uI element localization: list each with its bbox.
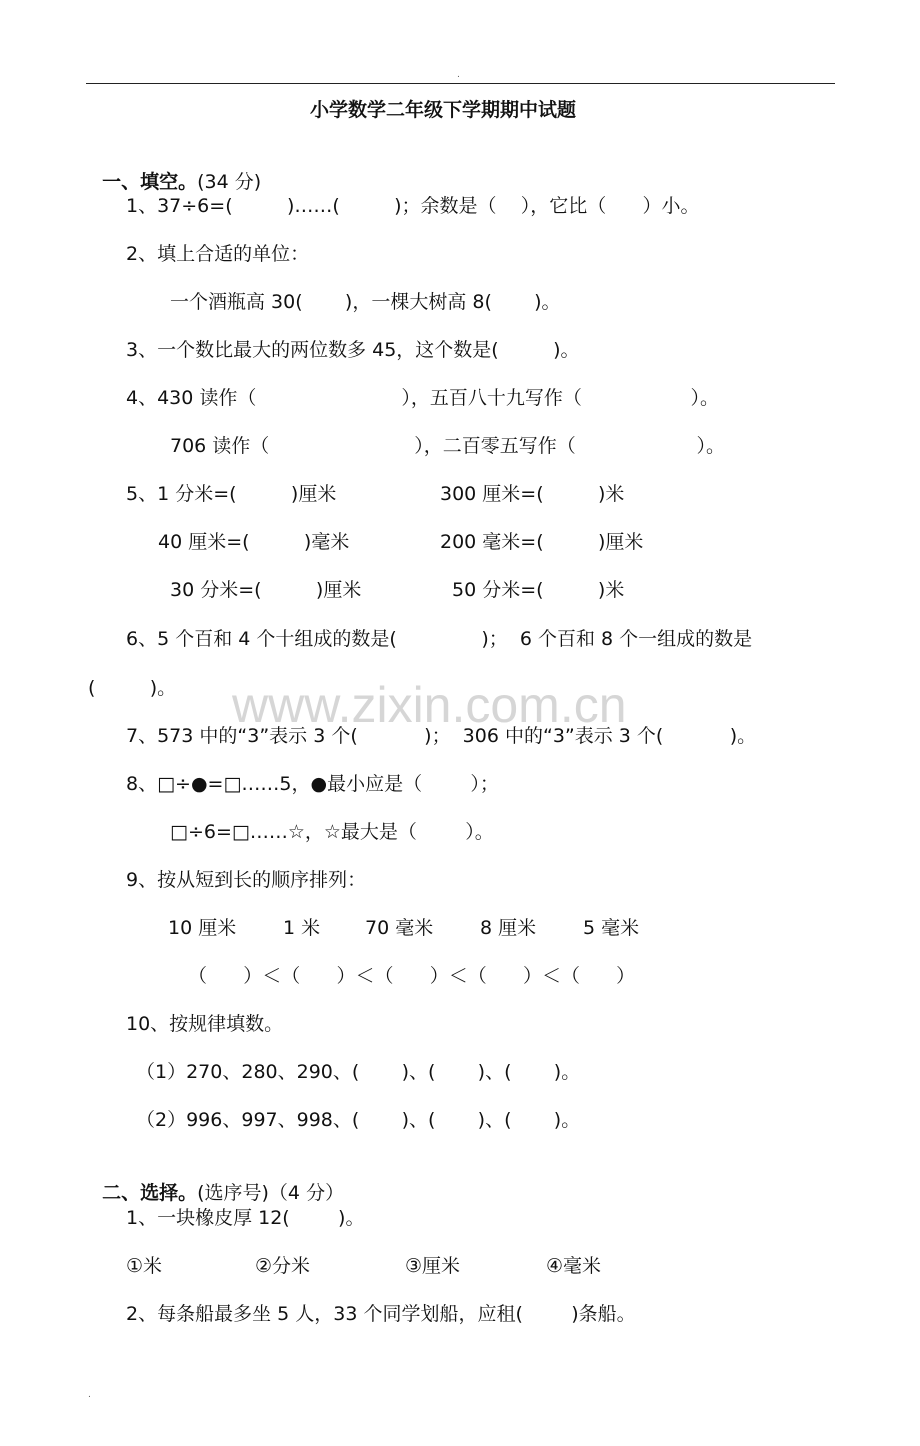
header-rule bbox=[86, 83, 835, 84]
question-9-order: （ ）＜（ ）＜（ ）＜（ ）＜（ ） bbox=[188, 965, 636, 987]
section2-score: (选序号)（4 分） bbox=[197, 1182, 345, 1204]
question-7: 7、573 中的“3”表示 3 个( )； 306 中的“3”表示 3 个( )。 bbox=[126, 725, 757, 747]
question-8-line2: □÷6=□……☆，☆最大是（ ）。 bbox=[170, 821, 494, 843]
question-5-row2-right: 200 毫米=( )厘米 bbox=[440, 531, 644, 553]
choice-question-2: 2、每条船最多坐 5 人，33 个同学划船，应租( )条船。 bbox=[126, 1303, 636, 1325]
question-5-row2-left: 40 厘米=( )毫米 bbox=[158, 531, 350, 553]
page-title: 小学数学二年级下学期期中试题 bbox=[310, 99, 577, 121]
question-10-part1: （1）270、280、290、( )、( )、( )。 bbox=[136, 1061, 581, 1083]
question-8-line1: 8、□÷●=□……5，●最小应是（ ）； bbox=[126, 773, 499, 795]
section2-heading-line bbox=[90, 1157, 344, 1205]
length-item: 70 毫米 bbox=[365, 917, 434, 939]
choice-question-1-options bbox=[0, 1254, 920, 1280]
question-10-part2: （2）996、997、998、( )、( )、( )。 bbox=[136, 1109, 581, 1131]
question-5-row3-right: 50 分米=( )米 bbox=[452, 579, 625, 601]
length-item: 8 厘米 bbox=[480, 917, 537, 939]
question-9-items bbox=[0, 916, 920, 942]
choice-option: ①米 bbox=[126, 1255, 163, 1277]
choice-option: ②分米 bbox=[255, 1255, 311, 1277]
length-item: 1 米 bbox=[283, 917, 321, 939]
section1-score: (34 分) bbox=[197, 171, 262, 193]
question-5-row3-left: 30 分米=( )厘米 bbox=[170, 579, 362, 601]
watermark: www.zixin.com.cn bbox=[232, 677, 627, 733]
question-4-line2: 706 读作（ ），二百零五写作（ ）。 bbox=[170, 435, 726, 457]
question-2-body: 一个酒瓶高 30( )，一棵大树高 8( )。 bbox=[170, 291, 561, 313]
length-item: 5 毫米 bbox=[583, 917, 640, 939]
section1-heading: 一、填空。 bbox=[102, 171, 198, 193]
choice-question-1: 1、一块橡皮厚 12( )。 bbox=[126, 1207, 365, 1229]
question-9: 9、按从短到长的顺序排列： bbox=[126, 869, 367, 891]
question-3: 3、一个数比最大的两位数多 45，这个数是( )。 bbox=[126, 339, 580, 361]
choice-option: ④毫米 bbox=[546, 1255, 602, 1277]
question-6-line2: ( )。 bbox=[88, 677, 177, 699]
question-2: 2、填上合适的单位： bbox=[126, 243, 310, 265]
question-6-line1: 6、5 个百和 4 个十组成的数是( )； 6 个百和 8 个一组成的数是 bbox=[126, 628, 753, 650]
length-item: 10 厘米 bbox=[168, 917, 237, 939]
section2-heading: 二、选择。 bbox=[102, 1182, 198, 1204]
question-10: 10、按规律填数。 bbox=[126, 1013, 284, 1035]
question-1: 1、37÷6=( )……( )；余数是（ ），它比（ ）小。 bbox=[126, 195, 700, 217]
question-4-line1: 4、430 读作（ ），五百八十九写作（ ）。 bbox=[126, 387, 720, 409]
question-5-row1-right: 300 厘米=( )米 bbox=[440, 483, 625, 505]
footer-dot: . bbox=[88, 1390, 91, 1400]
choice-option: ③厘米 bbox=[405, 1255, 461, 1277]
header-dot: . bbox=[457, 70, 460, 80]
question-5-row1-left: 5、1 分米=( )厘米 bbox=[126, 483, 337, 505]
section1-heading-line bbox=[90, 146, 261, 194]
